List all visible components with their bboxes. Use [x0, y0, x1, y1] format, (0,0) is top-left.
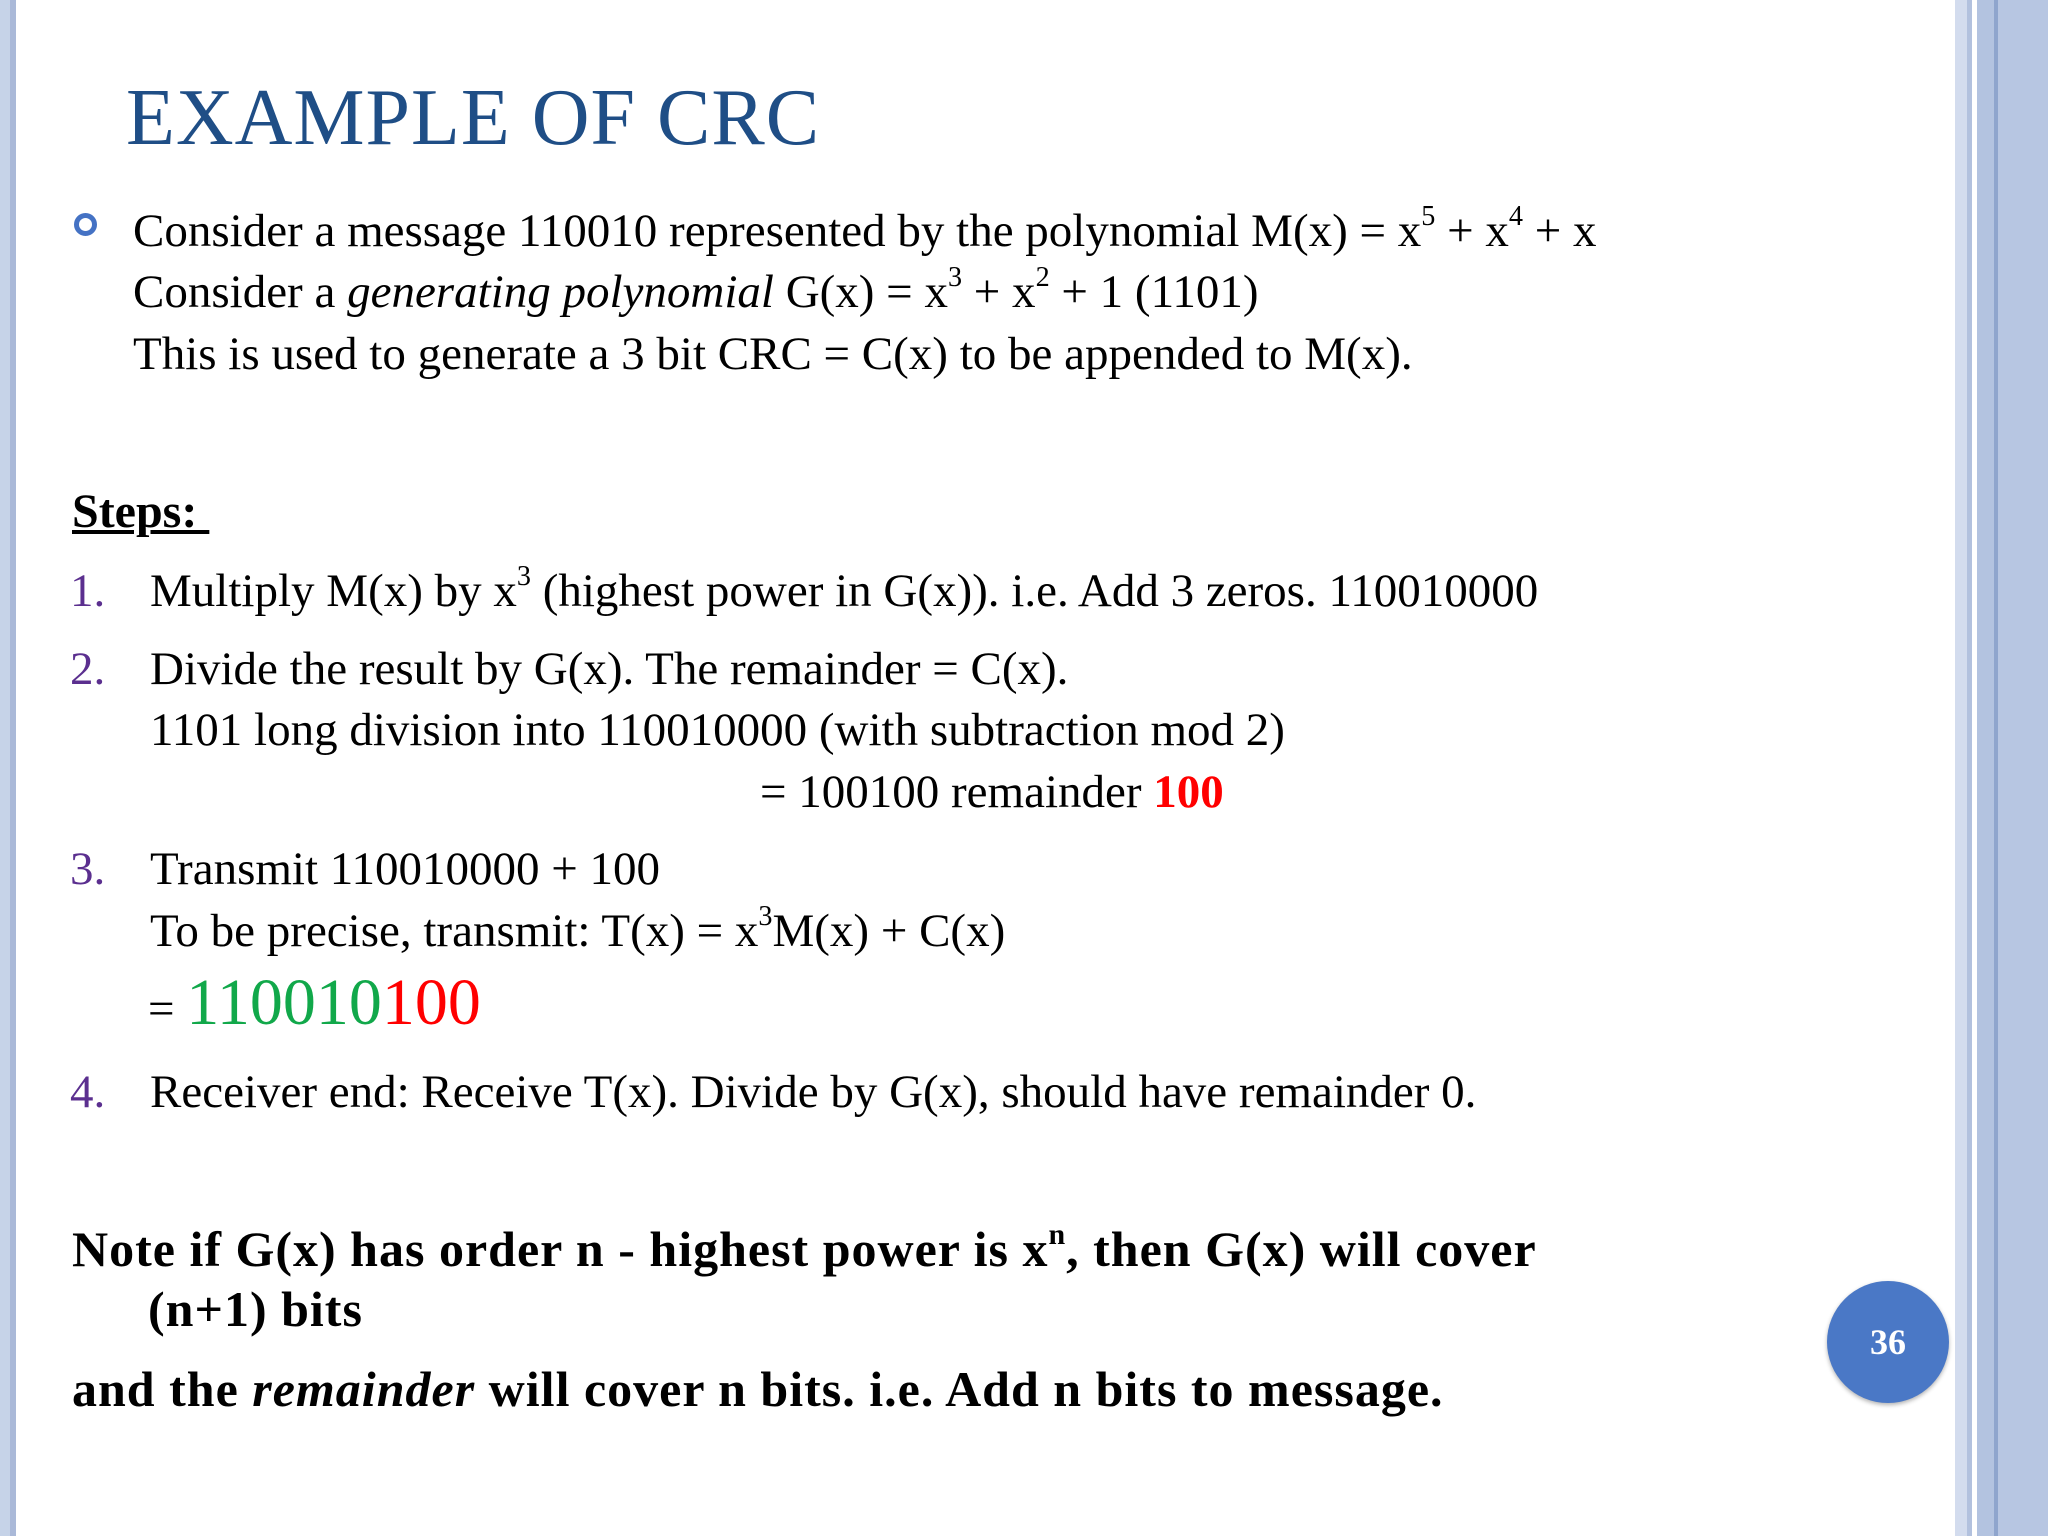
intro-line-2: Consider a generating polynomial $G(x) = x^3 + x^2 + 1$ (1101) [133, 262, 1259, 318]
right-frame-bar-1 [1955, 0, 1967, 1536]
step-1-text: Multiply M(x) by $x^3$ (highest power in G(x)). i.e. Add 3 zeros. 110010000 [150, 561, 1539, 617]
step-4-text: Receiver end: Receive T(x). Divide by G(x), should have remainder 0. [150, 1066, 1477, 1118]
note-line-1: Note if G(x) has order n - highest power is $x^n$, then G(x) will cover [72, 1217, 1537, 1277]
step-2-line-3: = 100100 remainder 100 [760, 766, 1224, 818]
step-2-number: 2. [70, 643, 106, 695]
left-frame-bar-inner [10, 0, 16, 1536]
bullet-ring-icon [74, 213, 97, 236]
step-3-line-3: = 110010100 [148, 966, 481, 1039]
transmitted-message-bits: 110010 [186, 966, 382, 1039]
page-number-badge: 36 [1827, 1281, 1949, 1403]
right-frame-bar-3 [1977, 0, 1994, 1536]
step-3-line-2: To be precise, transmit: $T(x) = x^3M(x) + C(x)$ [150, 901, 1006, 957]
step-1-number: 1. [70, 565, 106, 617]
right-frame-bar-5 [1998, 0, 2048, 1536]
step-3-number: 3. [70, 843, 106, 895]
note-line-2: (n+1) bits [148, 1281, 363, 1337]
intro-line-1: Consider a message 110010 represented by the polynomial $M(x) = x^5 + x^4 + x$ [133, 201, 1597, 257]
intro-line-3: This is used to generate a 3 bit CRC = C(x) to be appended to M(x). [133, 328, 1413, 380]
left-frame-bar [0, 0, 10, 1536]
transmitted-crc-bits: 100 [381, 966, 481, 1039]
step-2-line-1: Divide the result by G(x). The remainder = C(x). [150, 643, 1069, 695]
remainder-value: 100 [1153, 766, 1224, 818]
step-3-line-1: Transmit 110010000 + 100 [150, 843, 661, 895]
steps-heading: Steps: [72, 485, 210, 538]
step-4-number: 4. [70, 1066, 106, 1118]
step-2-line-2: 1101 long division into 110010000 (with subtraction mod 2) [150, 704, 1285, 756]
slide-title: EXAMPLE OF CRC [126, 74, 821, 162]
note-line-3: and the remainder will cover n bits. i.e. Add n bits to message. [72, 1361, 1444, 1417]
